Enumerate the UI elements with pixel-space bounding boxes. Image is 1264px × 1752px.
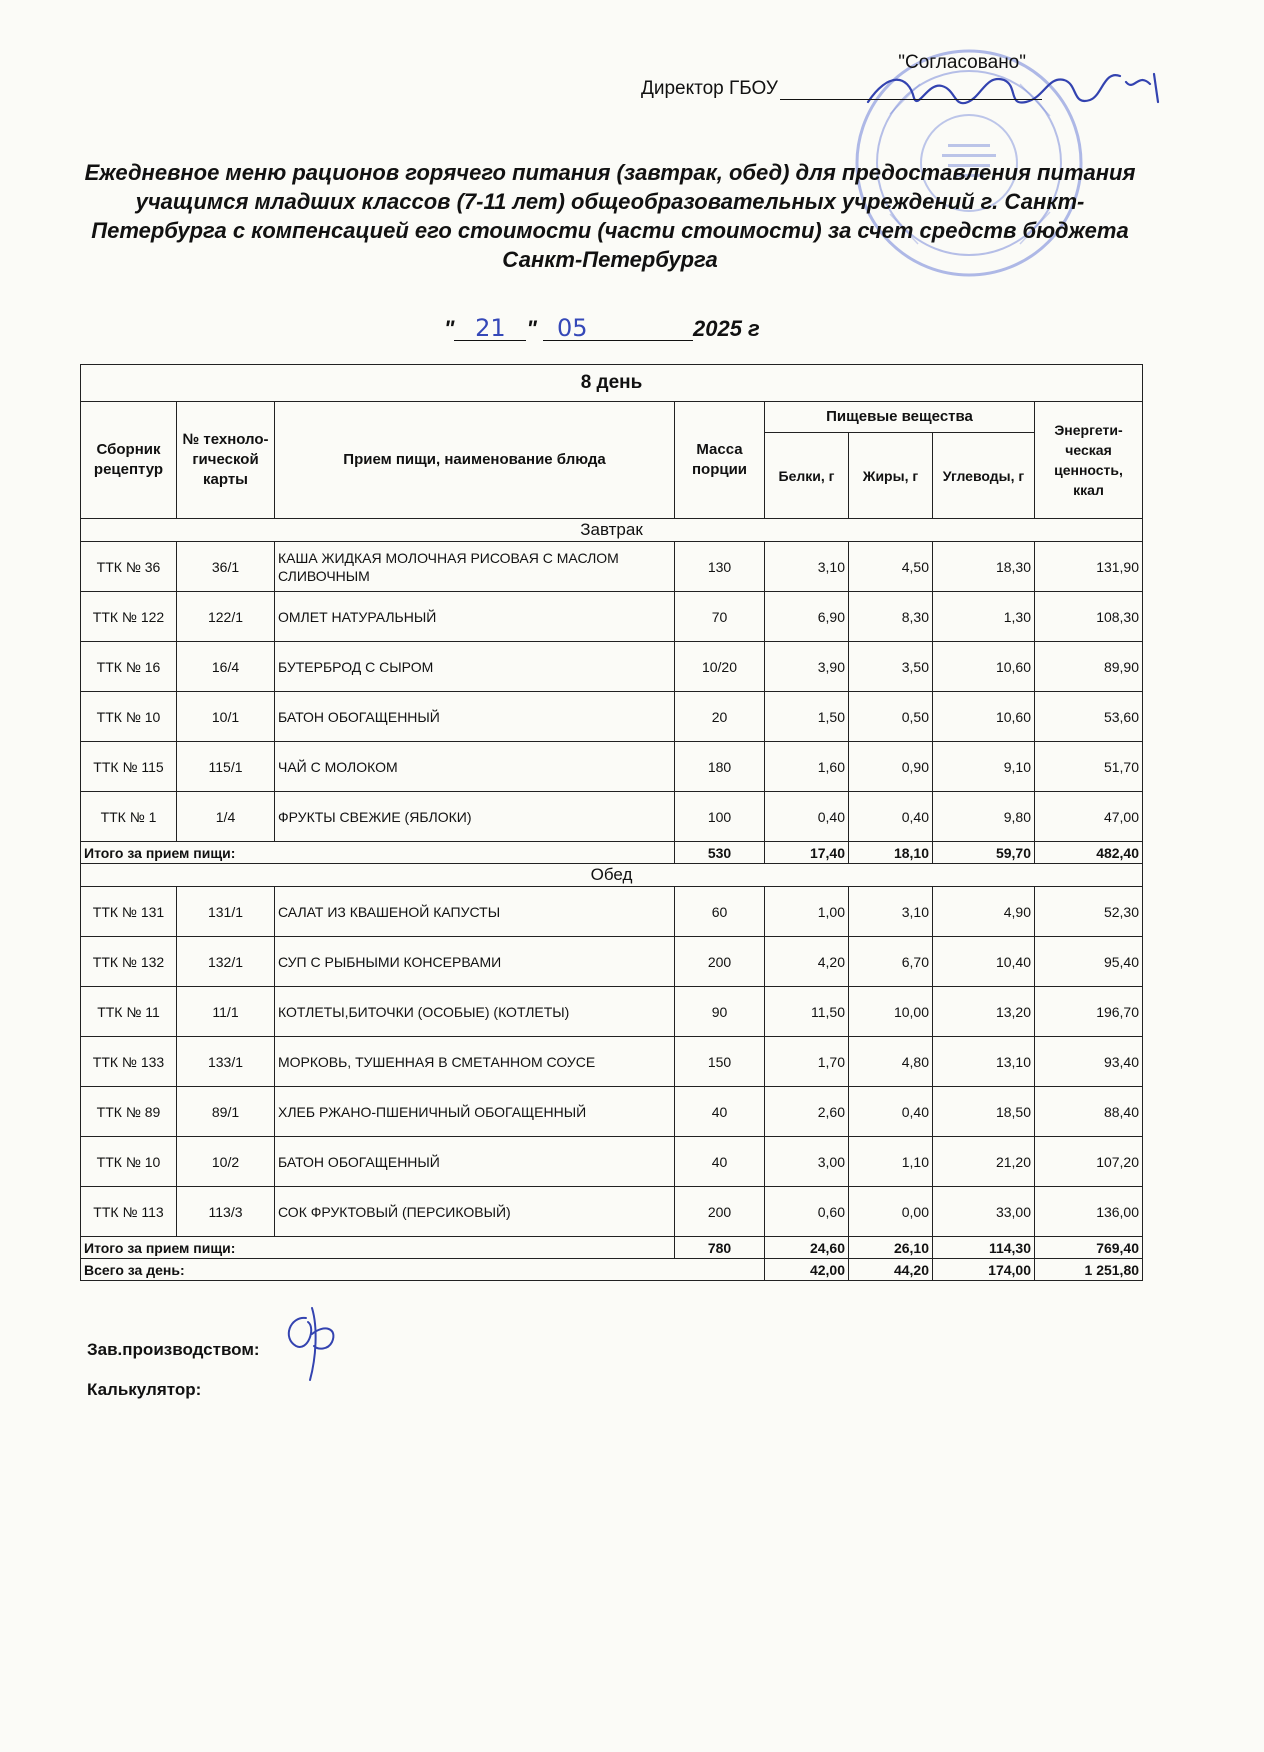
cell-dish: КОТЛЕТЫ,БИТОЧКИ (ОСОБЫЕ) (КОТЛЕТЫ)	[275, 987, 675, 1037]
signature-line	[780, 81, 1042, 100]
cell-fat: 3,10	[849, 887, 933, 937]
production-manager-label: Зав.производством:	[87, 1340, 260, 1359]
cell-card: 1/4	[177, 792, 275, 842]
cell-mass: 10/20	[675, 642, 765, 692]
cell-fat: 0,00	[849, 1187, 933, 1237]
cell-fat: 10,00	[849, 987, 933, 1037]
cell-protein: 1,50	[765, 692, 849, 742]
cell-card: 16/4	[177, 642, 275, 692]
cell-protein: 3,90	[765, 642, 849, 692]
day-total-fat: 44,20	[849, 1259, 933, 1281]
header-protein: Белки, г	[765, 433, 849, 519]
cell-mass: 200	[675, 1187, 765, 1237]
day-total-carbs: 174,00	[933, 1259, 1035, 1281]
production-signature	[272, 1288, 352, 1384]
cell-protein: 1,60	[765, 742, 849, 792]
cell-carbs: 10,60	[933, 642, 1035, 692]
cell-carbs: 4,90	[933, 887, 1035, 937]
total-protein: 17,40	[765, 842, 849, 864]
cell-energy: 88,40	[1035, 1087, 1143, 1137]
cell-protein: 0,60	[765, 1187, 849, 1237]
cell-energy: 95,40	[1035, 937, 1143, 987]
document-title: Ежедневное меню рационов горячего питания (завтрак, обед) для предоставления питания учащимся младших классов (7-11 лет) общеобразовательных учреждений г. Санкт-Петербурга с компенсацией его стоимости (части стоимости) за счет средств бюджета Санкт-Петербурга	[84, 160, 1136, 272]
table-row	[81, 887, 1143, 937]
table-row	[81, 592, 1143, 642]
cell-energy: 52,30	[1035, 887, 1143, 937]
header-carbs: Углеводы, г	[933, 433, 1035, 519]
cell-card: 122/1	[177, 592, 275, 642]
cell-protein: 6,90	[765, 592, 849, 642]
cell-protein: 0,40	[765, 792, 849, 842]
cell-dish: МОРКОВЬ, ТУШЕННАЯ В СМЕТАННОМ СОУСЕ	[275, 1037, 675, 1087]
cell-code: ТТК № 16	[81, 642, 177, 692]
cell-mass: 60	[675, 887, 765, 937]
cell-fat: 4,80	[849, 1037, 933, 1087]
cell-code: ТТК № 115	[81, 742, 177, 792]
cell-carbs: 9,10	[933, 742, 1035, 792]
cell-card: 10/1	[177, 692, 275, 742]
cell-card: 132/1	[177, 937, 275, 987]
cell-code: ТТК № 36	[81, 542, 177, 592]
header-energy: Энергети-ческая ценность, ккал	[1035, 402, 1143, 519]
cell-mass: 200	[675, 937, 765, 987]
cell-card: 10/2	[177, 1137, 275, 1187]
cell-mass: 20	[675, 692, 765, 742]
header-dish: Прием пищи, наименование блюда	[275, 402, 675, 519]
cell-mass: 70	[675, 592, 765, 642]
day-label: 8 день	[81, 365, 1143, 402]
cell-carbs: 1,30	[933, 592, 1035, 642]
cell-mass: 180	[675, 742, 765, 792]
cell-card: 113/3	[177, 1187, 275, 1237]
date-month: 05	[543, 316, 693, 341]
total-label: Итого за прием пищи:	[81, 842, 675, 864]
cell-dish: ФРУКТЫ СВЕЖИЕ (ЯБЛОКИ)	[275, 792, 675, 842]
cell-dish: БАТОН ОБОГАЩЕННЫЙ	[275, 1137, 675, 1187]
table-row	[81, 542, 1143, 592]
cell-code: ТТК № 131	[81, 887, 177, 937]
cell-mass: 40	[675, 1137, 765, 1187]
total-energy: 482,40	[1035, 842, 1143, 864]
cell-mass: 150	[675, 1037, 765, 1087]
cell-carbs: 13,20	[933, 987, 1035, 1037]
calculator-label: Калькулятор:	[87, 1380, 202, 1399]
cell-code: ТТК № 11	[81, 987, 177, 1037]
approval-block	[641, 52, 1042, 100]
date-day: 21	[454, 316, 526, 341]
cell-carbs: 21,20	[933, 1137, 1035, 1187]
cell-carbs: 9,80	[933, 792, 1035, 842]
header-mass: Масса порции	[675, 402, 765, 519]
table-row	[81, 792, 1143, 842]
table-row	[81, 1087, 1143, 1137]
total-label: Итого за прием пищи:	[81, 1237, 675, 1259]
cell-protein: 11,50	[765, 987, 849, 1037]
cell-card: 133/1	[177, 1037, 275, 1087]
cell-fat: 8,30	[849, 592, 933, 642]
total-mass: 780	[675, 1237, 765, 1259]
day-total-row	[81, 1259, 1143, 1281]
table-row	[81, 1137, 1143, 1187]
cell-protein: 1,70	[765, 1037, 849, 1087]
lunch-total-row	[81, 1237, 1143, 1259]
date-year: 2025 г	[693, 316, 760, 341]
cell-dish: БУТЕРБРОД С СЫРОМ	[275, 642, 675, 692]
total-carbs: 114,30	[933, 1237, 1035, 1259]
cell-energy: 131,90	[1035, 542, 1143, 592]
total-protein: 24,60	[765, 1237, 849, 1259]
total-energy: 769,40	[1035, 1237, 1143, 1259]
cell-fat: 0,90	[849, 742, 933, 792]
header-fat: Жиры, г	[849, 433, 933, 519]
day-total-energy: 1 251,80	[1035, 1259, 1143, 1281]
cell-energy: 93,40	[1035, 1037, 1143, 1087]
day-total-protein: 42,00	[765, 1259, 849, 1281]
cell-fat: 0,50	[849, 692, 933, 742]
cell-card: 11/1	[177, 987, 275, 1037]
cell-energy: 89,90	[1035, 642, 1143, 692]
cell-card: 131/1	[177, 887, 275, 937]
cell-protein: 3,10	[765, 542, 849, 592]
cell-code: ТТК № 133	[81, 1037, 177, 1087]
cell-mass: 100	[675, 792, 765, 842]
cell-energy: 108,30	[1035, 592, 1143, 642]
table-row	[81, 692, 1143, 742]
table-row	[81, 937, 1143, 987]
cell-protein: 1,00	[765, 887, 849, 937]
total-mass: 530	[675, 842, 765, 864]
cell-card: 36/1	[177, 542, 275, 592]
menu-table	[80, 364, 1143, 1281]
table-row	[81, 987, 1143, 1037]
breakfast-total-row	[81, 842, 1143, 864]
cell-card: 115/1	[177, 742, 275, 792]
cell-energy: 51,70	[1035, 742, 1143, 792]
cell-card: 89/1	[177, 1087, 275, 1137]
cell-protein: 2,60	[765, 1087, 849, 1137]
cell-energy: 107,20	[1035, 1137, 1143, 1187]
cell-fat: 0,40	[849, 1087, 933, 1137]
day-total-label: Всего за день:	[81, 1259, 765, 1281]
cell-code: ТТК № 132	[81, 937, 177, 987]
total-fat: 18,10	[849, 842, 933, 864]
cell-energy: 136,00	[1035, 1187, 1143, 1237]
table-row	[81, 642, 1143, 692]
header-nutrients: Пищевые вещества	[765, 402, 1035, 433]
date-quote-open: "	[444, 316, 455, 341]
cell-carbs: 10,40	[933, 937, 1035, 987]
approval-label: "Согласовано"	[898, 52, 1026, 73]
director-position: Директор ГБОУ	[640, 78, 778, 99]
cell-mass: 130	[675, 542, 765, 592]
cell-fat: 4,50	[849, 542, 933, 592]
header-collection: Сборник рецептур	[81, 402, 177, 519]
cell-dish: БАТОН ОБОГАЩЕННЫЙ	[275, 692, 675, 742]
cell-protein: 4,20	[765, 937, 849, 987]
cell-carbs: 13,10	[933, 1037, 1035, 1087]
cell-dish: СУП С РЫБНЫМИ КОНСЕРВАМИ	[275, 937, 675, 987]
table-row	[81, 1037, 1143, 1087]
cell-carbs: 33,00	[933, 1187, 1035, 1237]
section-breakfast: Завтрак	[81, 519, 1143, 542]
cell-energy: 196,70	[1035, 987, 1143, 1037]
cell-energy: 53,60	[1035, 692, 1143, 742]
document-date	[444, 316, 760, 342]
cell-code: ТТК № 122	[81, 592, 177, 642]
cell-fat: 3,50	[849, 642, 933, 692]
total-carbs: 59,70	[933, 842, 1035, 864]
cell-dish: ОМЛЕТ НАТУРАЛЬНЫЙ	[275, 592, 675, 642]
cell-energy: 47,00	[1035, 792, 1143, 842]
cell-carbs: 18,30	[933, 542, 1035, 592]
cell-mass: 40	[675, 1087, 765, 1137]
cell-carbs: 18,50	[933, 1087, 1035, 1137]
cell-code: ТТК № 1	[81, 792, 177, 842]
date-quote-close: "	[526, 316, 537, 341]
section-lunch: Обед	[81, 864, 1143, 887]
cell-code: ТТК № 10	[81, 1137, 177, 1187]
cell-code: ТТК № 89	[81, 1087, 177, 1137]
cell-code: ТТК № 113	[81, 1187, 177, 1237]
table-row	[81, 1187, 1143, 1237]
cell-code: ТТК № 10	[81, 692, 177, 742]
cell-fat: 0,40	[849, 792, 933, 842]
cell-fat: 6,70	[849, 937, 933, 987]
cell-dish: СОК ФРУКТОВЫЙ (ПЕРСИКОВЫЙ)	[275, 1187, 675, 1237]
cell-dish: ХЛЕБ РЖАНО-ПШЕНИЧНЫЙ ОБОГАЩЕННЫЙ	[275, 1087, 675, 1137]
total-fat: 26,10	[849, 1237, 933, 1259]
table-row	[81, 742, 1143, 792]
cell-dish: ЧАЙ С МОЛОКОМ	[275, 742, 675, 792]
cell-protein: 3,00	[765, 1137, 849, 1187]
cell-fat: 1,10	[849, 1137, 933, 1187]
cell-dish: САЛАТ ИЗ КВАШЕНОЙ КАПУСТЫ	[275, 887, 675, 937]
cell-mass: 90	[675, 987, 765, 1037]
cell-carbs: 10,60	[933, 692, 1035, 742]
cell-dish: КАША ЖИДКАЯ МОЛОЧНАЯ РИСОВАЯ С МАСЛОМ СЛИВОЧНЫМ	[275, 542, 675, 592]
header-card: № техноло-гической карты	[177, 402, 275, 519]
